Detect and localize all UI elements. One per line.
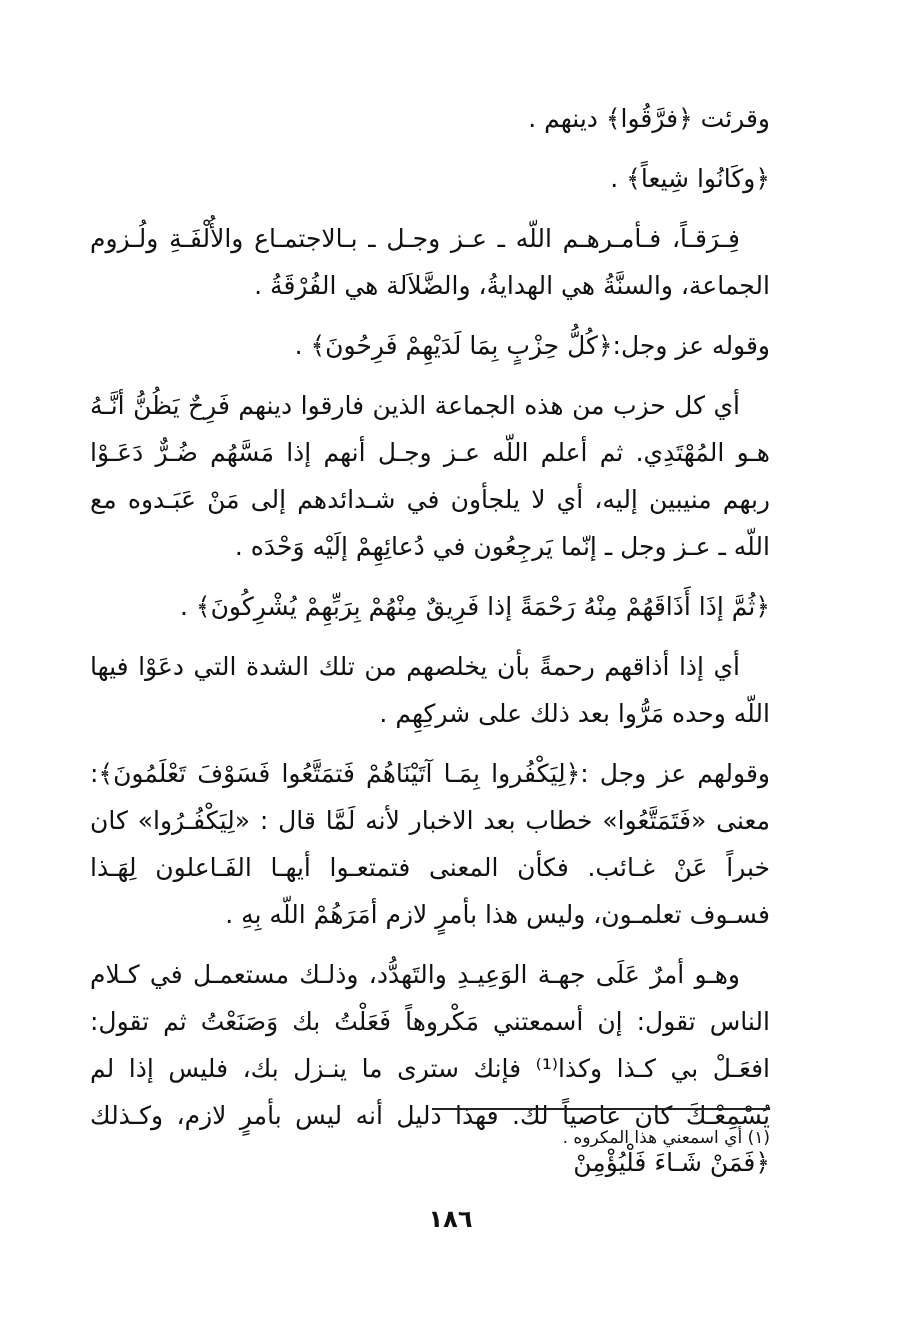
paragraph-4: وقوله عز وجل:﴿كُلُّ حِزْبٍ بِمَا لَدَيْهِمْ فَرِحُونَ﴾ . (294, 331, 770, 360)
paragraph-6: ﴿ثُمَّ إذَا أَذَاقَهُمْ مِنْهُ رَحْمَةً إذا فَرِيقٌ مِنْهُمْ بِرَبِّهِمْ يُشْرِكُونَ﴾ . (180, 592, 770, 621)
paragraph-9: وهـو أمرٌ عَلَى جهـة الوَعِيـدِ والتَهدُّد، وذلـك مستعمـل في كـلام الناس تقول: إن أسمعتني مَكْروهاً فَعَلْتُ بك وَصَنَعْتُ ثم تقول: افعَـلْ بي كـذا وكذا⁽¹⁾ فإنك سترى ما ينـزل بك، فليس إذا لم يُسْمِعْـكَ كان عاصياً لك. فهذا دليل أنه ليس بأمرٍ لازم، وكـذلك ﴿فَمَنْ شَـاءَ فَلْيُؤْمِنْ (90, 960, 771, 1177)
paragraph-7: أي إذا أذاقهم رحمةً بأن يخلصهم من تلك الشدة التي دعَوْا فيها اللّه وحده مَرُّوا بعد ذلك على شركِهِم . (90, 652, 770, 728)
footnote-divider (432, 1108, 770, 1110)
paragraph-2: ﴿وكَانُوا شِيعاً﴾ . (610, 164, 770, 193)
page-body (90, 95, 770, 1186)
paragraph-1: وقرئت ﴿فرَّقُوا﴾ دينهم . (528, 104, 770, 133)
page-number: ١٨٦ (428, 1205, 473, 1233)
paragraph-8: وقولهم عز وجل :﴿لِيَكْفُروا بِمَـا آتَيْنَاهُمْ فَتمَتَّعُوا فَسَوْفَ تَعْلَمُونَ﴾: معنى «فَتَمَتَّعُوا» خطاب بعد الاخبار لأنه لَمَّا قال : «لِيَكْفُـرُوا» كان خبراً عَنْ غـائب. فكأن المعنى فتمتعـوا أيهـا الفَـاعلون لِهَـذا فسـوف تعلمـون، وليس هذا بأمرٍ لازم أمَرَهُمْ اللّه بِهِ . (90, 759, 770, 929)
footnote: (١) أي اسمعني هذا المكروه . (562, 1128, 770, 1148)
paragraph-3: فِـرَقـاً، فـأمـرهـم اللّه ـ عـز وجـل ـ بـالاجتمـاع والأُلْفَـةِ ولُـزوم الجماعة، والسنَّةُ هي الهدايةُ، والضَّلاَلة هي الفُرْقَةُ . (90, 224, 770, 300)
paragraph-5: أي كل حزب من هذه الجماعة الذين فارقوا دينهم فَرِحٌ يَظُنُّ أنَّـهُ هـو المُهْتَدِي. ثم أعلم اللّه عـز وجـل أنهم إذا مَسَّهُم ضُـرٌّ دَعَـوْا ربهم منيبين إليه، أي لا يلجأون في شـدائدهم إلى مَنْ عَبَـدوه مع اللّه ـ عـز وجل ـ إنّما يَرجِعُون في دُعائِهِمْ إلَيْه وَحْدَه . (90, 391, 770, 561)
